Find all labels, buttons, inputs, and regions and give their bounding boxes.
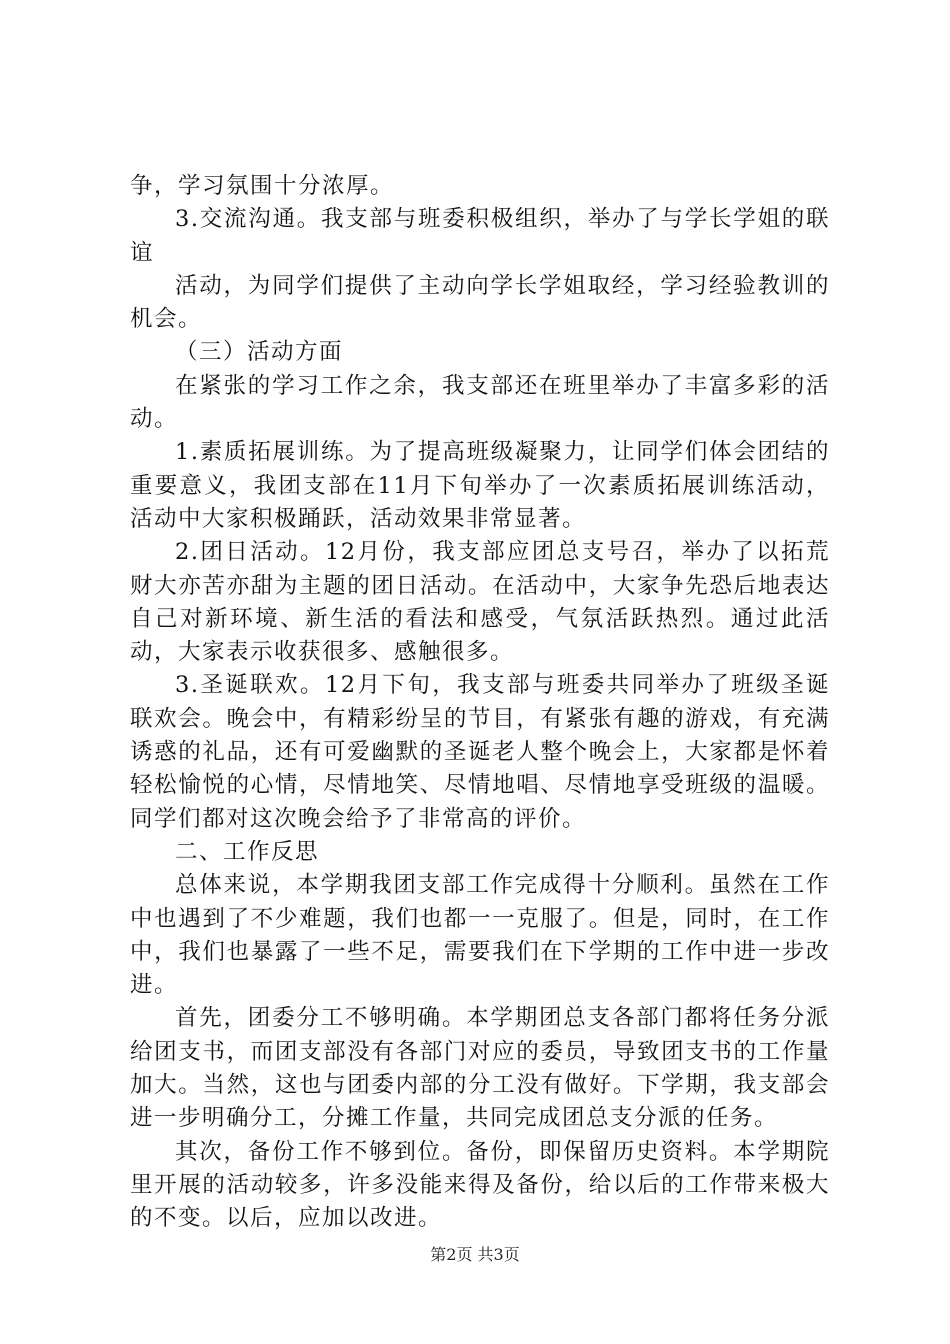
paragraph-12: 其次，备份工作不够到位。备份，即保留历史资料。本学期院里开展的活动较多，许多没能来得及备份，给以后的工作带来极大的不变。以后，应加以改进。 — [130, 1138, 830, 1232]
paragraph-6: 1.素质拓展训练。为了提高班级凝聚力，让同学们体会团结的重要意义，我团支部在11月下旬举办了一次素质拓展训练活动，活动中大家积极踊跃，活动效果非常显著。 — [130, 439, 830, 532]
paragraph-10: 总体来说，本学期我团支部工作完成得十分顺利。虽然在工作中也遇到了不少难题，我们也都一一克服了。但是，同时，在工作中，我们也暴露了一些不足，需要我们在下学期的工作中进一步改进。 — [130, 872, 830, 999]
paragraph-7: 2.团日活动。12月份，我支部应团总支号召，举办了以拓荒财大亦苦亦甜为主题的团日活动。在活动中，大家争先恐后地表达自己对新环境、新生活的看法和感受，气氛活跃热烈。通过此活动，大家表示收获很多、感触很多。 — [130, 539, 830, 666]
paragraph-3: 活动，为同学们提供了主动向学长学姐取经，学习经验教训的机会。 — [130, 272, 830, 333]
paragraph-1: 争，学习氛围十分浓厚。 — [130, 173, 395, 199]
paragraph-2: 3.交流沟通。我支部与班委积极组织，举办了与学长学姐的联谊 — [130, 206, 830, 266]
page-footer: 第2页 共3页 — [430, 1245, 520, 1264]
section-heading-reflection: 二、工作反思 — [175, 838, 320, 865]
document-body — [130, 170, 830, 1236]
paragraph-8: 3.圣诞联欢。12月下旬，我支部与班委共同举办了班级圣诞联欢会。晚会中，有精彩纷呈的节目，有紧张有趣的游戏，有充满诱惑的礼品，还有可爱幽默的圣诞老人整个晚会上，大家都是怀着轻松愉悦的心情，尽情地笑、尽情地唱、尽情地享受班级的温暖。同学们都对这次晚会给予了非常高的评价。 — [130, 672, 830, 832]
section-heading-activities: （三）活动方面 — [175, 339, 344, 366]
paragraph-11: 首先，团委分工不够明确。本学期团总支各部门都将任务分派给团支书，而团支部没有各部门对应的委员，导致团支书的工作量加大。当然，这也与团委内部的分工没有做好。下学期，我支部会进一步明确分工，分摊工作量，共同完成团总支分派的任务。 — [130, 1005, 830, 1132]
paragraph-5: 在紧张的学习工作之余，我支部还在班里举办了丰富多彩的活动。 — [130, 372, 830, 433]
